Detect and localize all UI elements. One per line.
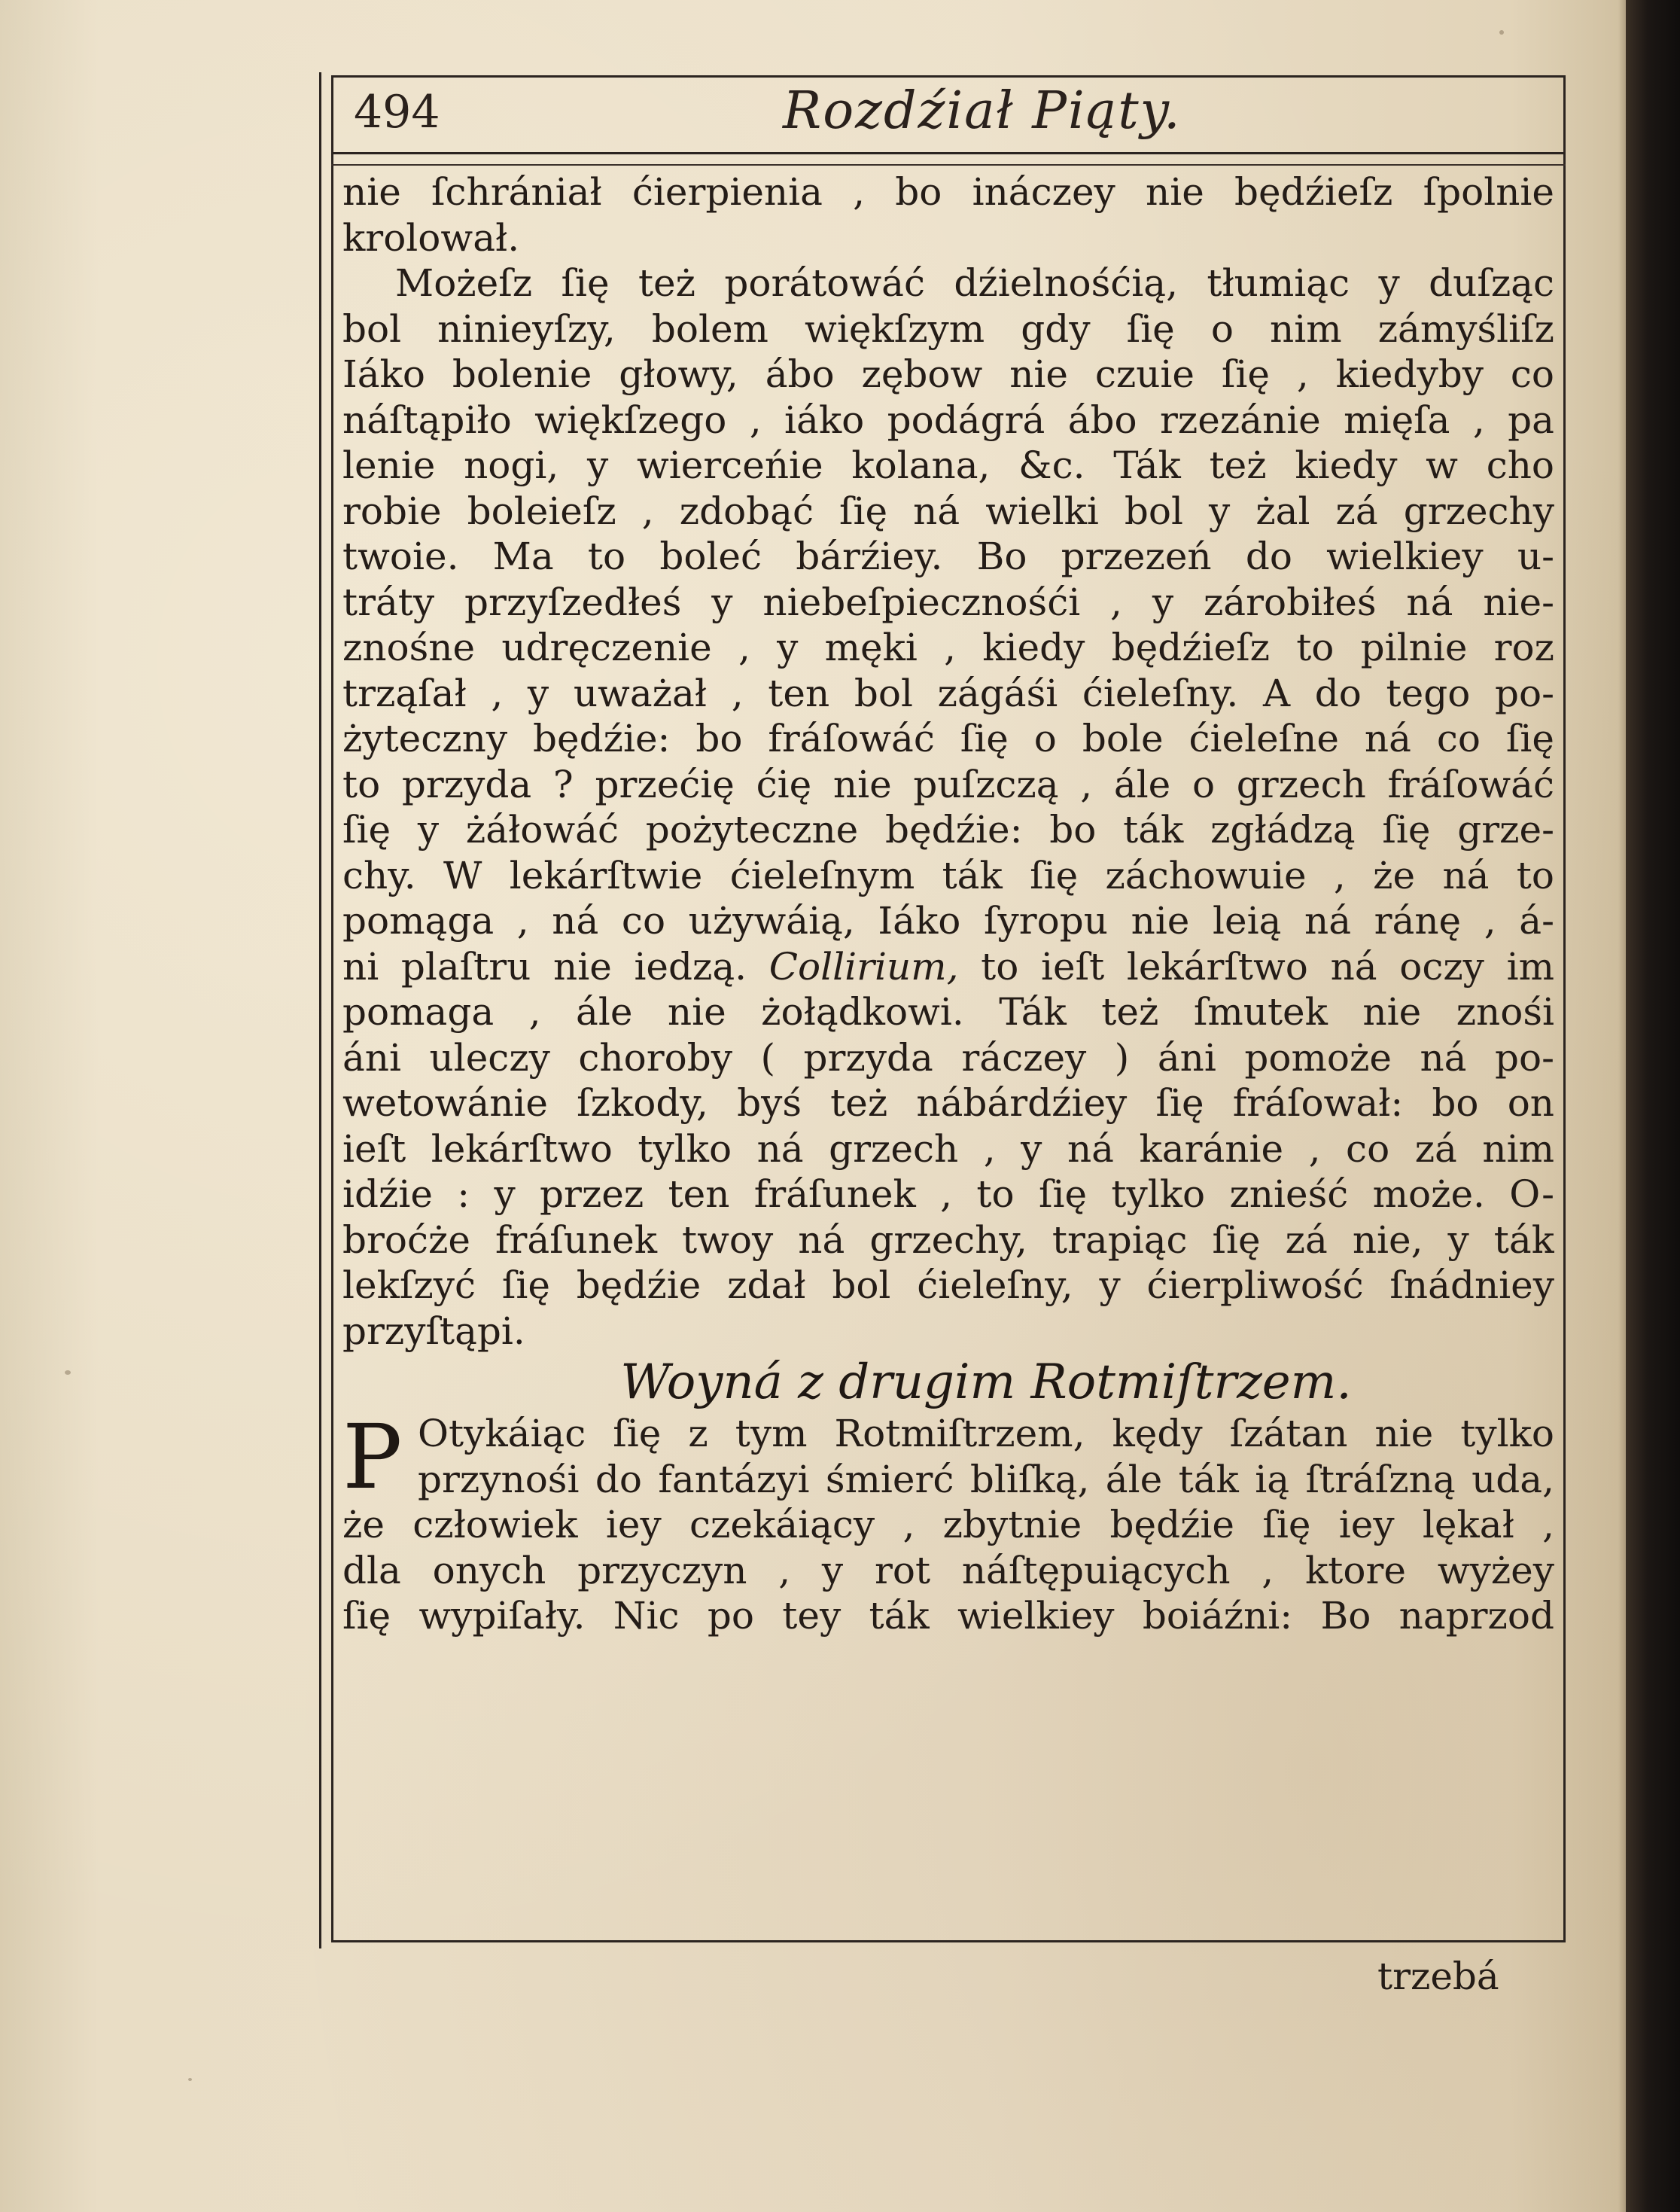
- text-line: krolował.: [342, 215, 520, 260]
- text-fragment: to ieſt lekárſtwo ná oczy im: [981, 944, 1554, 989]
- catchword: trzebá: [1377, 1955, 1499, 1998]
- header-rule: [331, 152, 1566, 154]
- binding-gutter: [1626, 0, 1680, 2212]
- text-line: ſię y żáłowáć pożyteczne będźie: bo ták zgłádzą ſię grze-: [342, 808, 1554, 852]
- text-line: przyſtąpi.: [342, 1309, 525, 1353]
- text-line: znośne udręczenie , y męki , kiedy będźieſz to pilnie roz: [342, 626, 1554, 669]
- text-line: trząſał , y uważał , ten bol zágáśi ćieleſny. A do tego po-: [342, 671, 1554, 715]
- page-number: 494: [354, 86, 440, 139]
- header-rule-secondary: [331, 164, 1566, 166]
- text-line: ieſt lekárſtwo tylko ná grzech , y ná karánie , co zá nim: [342, 1126, 1554, 1171]
- text-line: żyteczny będźie: bo fráſowáć ſię o bole ćieleſne ná co ſię: [342, 717, 1554, 760]
- text-line: pomąga , ná co używáią, Iáko ſyropu nie leią ná ránę , á-: [342, 899, 1554, 943]
- text-line: wetowánie ſzkody, byś też nábárdźiey ſię fráſował: bo on: [342, 1081, 1554, 1125]
- drop-cap: P: [342, 1405, 403, 1509]
- text-line: że człowiek iey czekáiący , zbytnie będźie ſię iey lękał ,: [342, 1503, 1554, 1546]
- latin-term: Collirium,: [768, 944, 959, 989]
- paper-speck: [65, 1370, 71, 1375]
- text-line: náſtąpiło więkſzego , iáko podágrá ábo rzezánie mięſa , pa: [342, 398, 1554, 442]
- text-line: lenie nogi, y wierceńie kolana, &c. Ták też kiedy w cho: [342, 443, 1554, 487]
- text-line: pomaga , ále nie żołądkowi. Ták też ſmutek nie znośi: [342, 990, 1554, 1034]
- frame-outer-rule: [319, 72, 321, 1948]
- section-heading: Woyná z drugim Rotmiſtrzem.: [620, 1354, 1352, 1410]
- paper-speck: [188, 2078, 192, 2081]
- text-fragment: ni plaſtru nie iedzą.: [342, 944, 747, 989]
- text-line: ſię wypiſały. Nic po tey ták wielkiey boiáźni: Bo naprzod: [342, 1594, 1554, 1638]
- text-line: bol ninieyſzy, bolem więkſzym gdy ſię o nim zámyśliſz: [342, 306, 1554, 351]
- running-title: Rozdźiał Piąty.: [783, 81, 1182, 141]
- text-line: to przyda ? przećię ćię nie puſzczą , ále o grzech fráſowáć: [342, 762, 1554, 806]
- section-paragraph: [342, 1405, 1554, 1639]
- running-head: [354, 81, 1543, 149]
- text-line: Otykáiąc ſię z tym Rotmiſtrzem, kędy ſzátan nie tylko: [418, 1412, 1554, 1455]
- text-line: przynośi do fantázyi śmierć bliſką, ále ták ią ſtráſzną uda,: [418, 1457, 1554, 1501]
- text-line-mixed: [342, 944, 1554, 990]
- page-body: [342, 169, 1554, 1639]
- text-line: chy. W lekárſtwie ćieleſnym ták ſię záchowuie , że ná to: [342, 853, 1554, 897]
- text-line: dla onych przyczyn , y rot náſtępuiących , ktore wyżey: [342, 1548, 1554, 1592]
- text-line: idźie : y przez ten fráſunek , to ſię tylko znieść może. O-: [342, 1172, 1554, 1216]
- paper-speck: [1499, 30, 1504, 35]
- text-line: áni uleczy choroby ( przyda ráczey ) áni pomoże ná po-: [342, 1035, 1554, 1080]
- text-line: tráty przyſzedłeś y niebeſpiecznośći , y zárobiłeś ná nie-: [342, 580, 1554, 624]
- text-line: Iáko bolenie głowy, ábo zębow nie czuie ſię , kiedyby co: [342, 352, 1554, 396]
- text-line: nie ſchrániał ćierpienia , bo ináczey nie będźieſz ſpolnie: [342, 170, 1554, 214]
- text-line: robie boleieſz , zdobąć ſię ná wielki bol y żal zá grzechy: [342, 489, 1554, 533]
- text-line: broćże fráſunek twoy ná grzechy, trapiąc ſię zá nie, y ták: [342, 1217, 1554, 1262]
- text-line: lekſzyć ſię będźie zdał bol ćieleſny, y ćierpliwość ſnádniey: [342, 1263, 1554, 1307]
- text-line: Możeſz ſię też porátowáć dźielnośćią, tłumiąc y duſząc: [395, 261, 1554, 305]
- text-line: twoie. Ma to boleć bárźiey. Bo przezeń do wielkiey u-: [342, 535, 1554, 578]
